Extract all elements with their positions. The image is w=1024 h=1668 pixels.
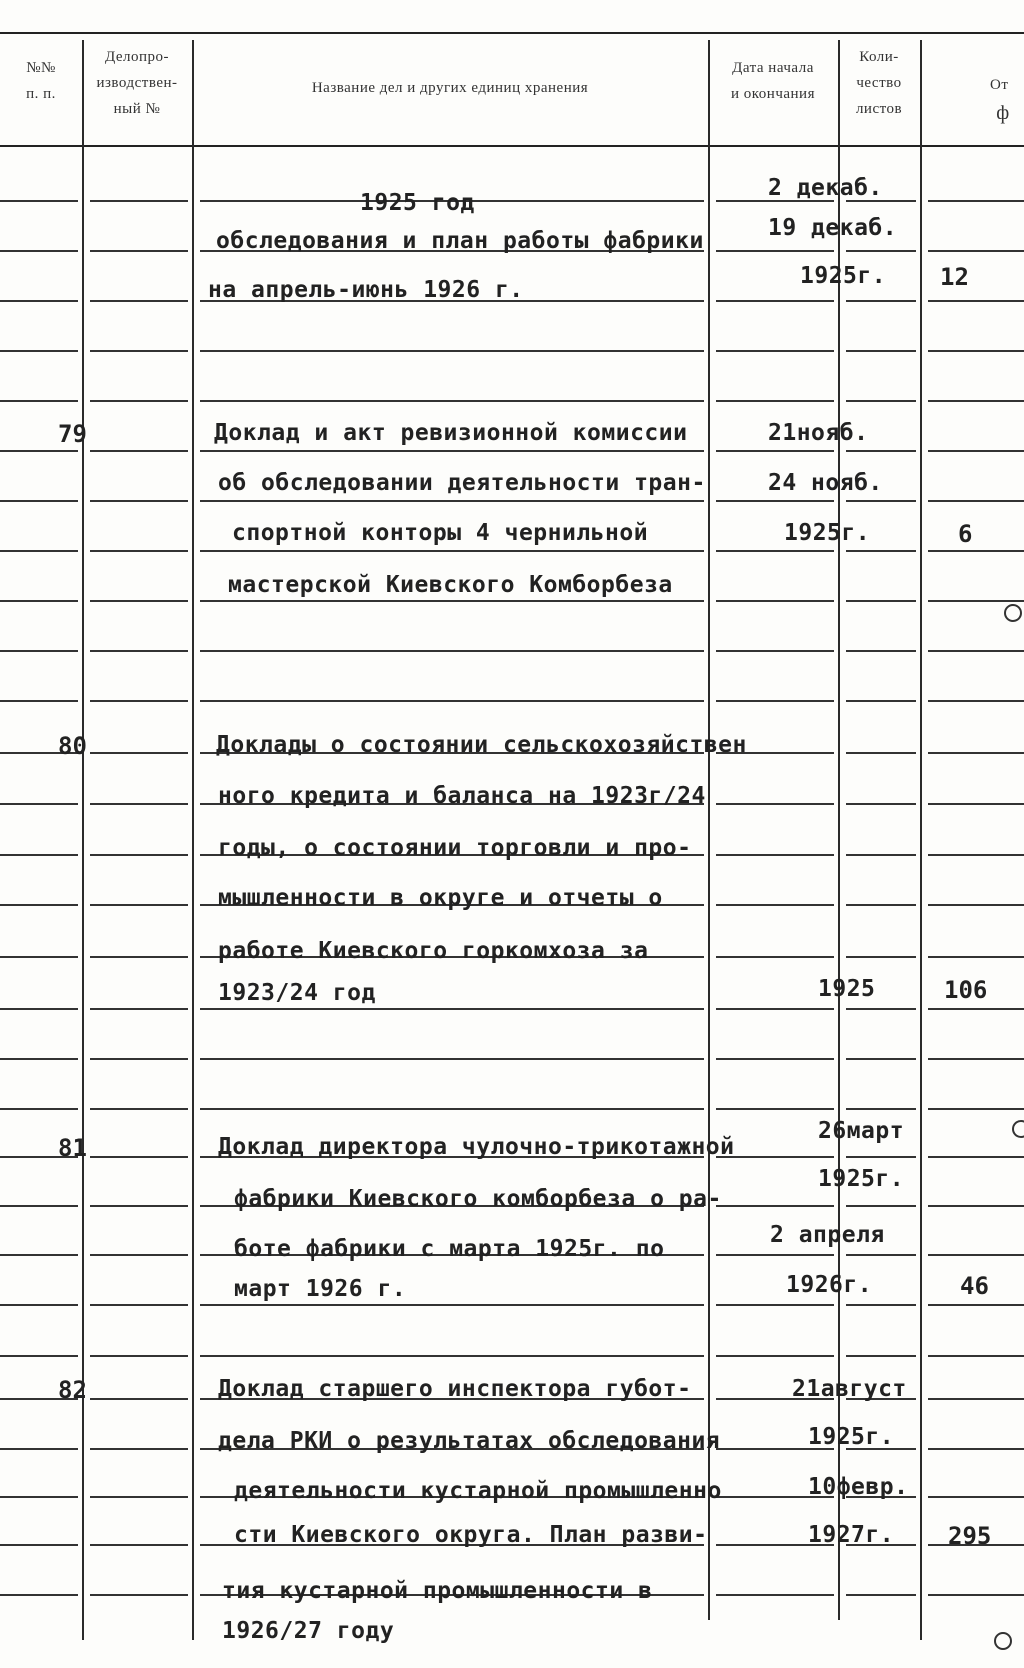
ruled-line — [200, 400, 704, 402]
ruled-line — [928, 600, 1024, 602]
ruled-line — [846, 650, 916, 652]
ruled-line — [716, 250, 834, 252]
ruled-line — [0, 450, 78, 452]
ruled-line — [0, 400, 78, 402]
entry-title-line: спортной конторы 4 чернильной — [232, 520, 649, 546]
column-divider — [708, 40, 710, 1620]
entry-date: 1925г. — [800, 263, 887, 289]
ruled-line — [846, 1108, 916, 1110]
ruled-line — [846, 1058, 916, 1060]
ruled-line — [0, 904, 78, 906]
ruled-line — [928, 1254, 1024, 1256]
entry-title-line: об обследовании деятельности тран- — [218, 470, 706, 496]
ruled-line — [0, 500, 78, 502]
ruled-line — [0, 300, 78, 302]
entry-date: 10февр. — [808, 1474, 909, 1500]
table-top-border — [0, 32, 1024, 34]
header-notes-symbol: ф — [996, 102, 1010, 124]
ruled-line — [0, 700, 78, 702]
ruled-line — [928, 752, 1024, 754]
ruled-line — [928, 200, 1024, 202]
header-col-office-number — [82, 44, 192, 122]
ruled-line — [200, 700, 704, 702]
ruled-line — [716, 1108, 834, 1110]
header-col-number — [0, 55, 82, 107]
entry-title-line: март 1926 г. — [234, 1276, 407, 1302]
header-text: От — [990, 77, 1009, 93]
ruled-line — [90, 550, 188, 552]
ruled-line — [90, 450, 188, 452]
ruled-line — [846, 1355, 916, 1357]
ruled-line — [0, 1544, 78, 1546]
entry-title-line: Доклады о состоянии сельскохозяйствен — [216, 732, 747, 758]
ruled-line — [846, 350, 916, 352]
ruled-line — [846, 500, 916, 502]
ruled-line — [846, 1156, 916, 1158]
column-divider — [192, 40, 194, 1640]
ruled-line — [716, 700, 834, 702]
header-text: изводствен- — [96, 75, 178, 91]
entry-sheets: 295 — [948, 1522, 992, 1550]
ruled-line — [928, 650, 1024, 652]
entry-date: 1926г. — [786, 1272, 873, 1298]
ruled-line — [928, 1398, 1024, 1400]
ruled-line — [846, 550, 916, 552]
column-divider — [920, 40, 922, 1640]
entry-number: 80 — [58, 732, 87, 760]
entry-title-line: годы, о состоянии торговли и про- — [218, 835, 692, 861]
ruled-line — [928, 400, 1024, 402]
ruled-line — [90, 1205, 188, 1207]
ruled-line — [846, 250, 916, 252]
ruled-line — [90, 904, 188, 906]
ruled-line — [90, 803, 188, 805]
ruled-line — [716, 1304, 834, 1306]
ruled-line — [846, 400, 916, 402]
entry-date: 1925 — [818, 976, 876, 1002]
ruled-line — [0, 803, 78, 805]
ruled-line — [90, 1304, 188, 1306]
entry-date: 1925г. — [784, 520, 871, 546]
ruled-line — [90, 350, 188, 352]
ruled-line — [0, 1008, 78, 1010]
header-col-title — [192, 75, 708, 101]
entry-title-line: 1926/27 году — [222, 1618, 395, 1644]
ruled-line — [846, 1205, 916, 1207]
ruled-line — [716, 500, 834, 502]
entry-title-line: деятельности кустарной промышленно — [234, 1478, 722, 1504]
entry-date: 21август — [792, 1376, 907, 1402]
ruled-line — [928, 803, 1024, 805]
ruled-line — [0, 1496, 78, 1498]
header-text: листов — [855, 101, 903, 117]
entry-title-line: 1923/24 год — [218, 980, 376, 1006]
ruled-line — [846, 1008, 916, 1010]
punch-hole-mark — [1012, 1120, 1024, 1138]
entry-title-line: сти Киевского округа. План разви- — [234, 1522, 708, 1548]
ruled-line — [846, 1304, 916, 1306]
ruled-line — [90, 300, 188, 302]
entry-title-line: дела РКИ о результатах обследования — [218, 1428, 721, 1454]
ruled-line — [90, 600, 188, 602]
ruled-line — [90, 500, 188, 502]
entry-sheets: 6 — [958, 520, 973, 548]
ruled-line — [0, 1594, 78, 1596]
ruled-line — [928, 956, 1024, 958]
ruled-line — [200, 1058, 704, 1060]
ruled-line — [846, 1254, 916, 1256]
entry-sheets: 46 — [960, 1272, 989, 1300]
entry-title-line: мышленности в округе и отчеты о — [218, 885, 663, 911]
entry-date: 21нояб. — [768, 420, 869, 446]
ruled-line — [716, 904, 834, 906]
ruled-line — [90, 1058, 188, 1060]
ruled-line — [846, 854, 916, 856]
ruled-line — [716, 854, 834, 856]
ruled-line — [716, 600, 834, 602]
entry-date: 1927г. — [808, 1522, 895, 1548]
entry-title-line: 1925 год — [360, 190, 475, 216]
header-text: №№ — [26, 60, 56, 76]
ruled-line — [90, 1448, 188, 1450]
ruled-line — [928, 300, 1024, 302]
header-text: и окончания — [731, 86, 815, 102]
ruled-line — [0, 350, 78, 352]
ruled-line — [200, 600, 704, 602]
entry-title-line: боте фабрики с марта 1925г. по — [234, 1236, 665, 1262]
ruled-line — [716, 450, 834, 452]
ruled-line — [0, 650, 78, 652]
punch-hole-mark — [994, 1632, 1012, 1650]
header-text: ный № — [113, 101, 161, 117]
ruled-line — [928, 1496, 1024, 1498]
ruled-line — [928, 1304, 1024, 1306]
ruled-line — [928, 450, 1024, 452]
entry-title-line: тия кустарной промышленности в — [222, 1578, 653, 1604]
entry-sheets: 12 — [940, 263, 969, 291]
entry-title-line: Доклад и акт ревизионной комиссии — [214, 420, 688, 446]
ruled-line — [846, 904, 916, 906]
ruled-line — [0, 1058, 78, 1060]
ruled-line — [90, 854, 188, 856]
entry-date: 2 декаб. — [768, 175, 883, 201]
entry-title-line: мастерской Киевского Комборбеза — [228, 572, 673, 598]
entry-title-line: работе Киевского горкомхоза за — [218, 938, 649, 964]
ruled-line — [716, 550, 834, 552]
entry-title-line: на апрель-июнь 1926 г. — [208, 277, 524, 303]
entry-date: 1925г. — [818, 1166, 905, 1192]
ruled-line — [200, 1008, 704, 1010]
ruled-line — [200, 500, 704, 502]
ruled-line — [716, 350, 834, 352]
ruled-line — [716, 1254, 834, 1256]
ruled-line — [90, 650, 188, 652]
entry-number: 81 — [58, 1134, 87, 1162]
ruled-line — [200, 1304, 704, 1306]
entry-title-line: обследования и план работы фабрики — [216, 228, 704, 254]
header-text: Дата начала — [732, 60, 814, 76]
ruled-line — [90, 200, 188, 202]
ruled-line — [0, 1304, 78, 1306]
ruled-line — [0, 1355, 78, 1357]
entry-number: 79 — [58, 420, 87, 448]
ruled-line — [90, 1544, 188, 1546]
ruled-line — [716, 1594, 834, 1596]
entry-title-line: ного кредита и баланса на 1923г/24 — [218, 783, 706, 809]
ruled-line — [0, 1448, 78, 1450]
ruled-line — [846, 600, 916, 602]
ruled-line — [928, 250, 1024, 252]
ruled-line — [928, 350, 1024, 352]
header-bottom-border — [0, 145, 1024, 147]
punch-hole-mark — [1004, 604, 1022, 622]
ruled-line — [846, 450, 916, 452]
entry-date: 26март — [818, 1118, 905, 1144]
ruled-line — [90, 1594, 188, 1596]
ruled-line — [200, 1108, 704, 1110]
ruled-line — [928, 1594, 1024, 1596]
ruled-line — [200, 650, 704, 652]
ruled-line — [200, 550, 704, 552]
ruled-line — [90, 700, 188, 702]
ruled-line — [0, 1108, 78, 1110]
ruled-line — [0, 550, 78, 552]
ruled-line — [90, 1156, 188, 1158]
ruled-line — [716, 300, 834, 302]
ruled-line — [716, 650, 834, 652]
ruled-line — [90, 956, 188, 958]
entry-date: 24 нояб. — [768, 470, 883, 496]
ruled-line — [846, 300, 916, 302]
ruled-line — [90, 1108, 188, 1110]
ruled-line — [928, 1355, 1024, 1357]
ruled-line — [716, 803, 834, 805]
ruled-line — [846, 752, 916, 754]
ruled-line — [928, 854, 1024, 856]
ruled-line — [0, 854, 78, 856]
ruled-line — [846, 803, 916, 805]
header-col-sheets — [838, 44, 920, 122]
ruled-line — [200, 1355, 704, 1357]
ruled-line — [928, 1008, 1024, 1010]
entry-date: 2 апреля — [770, 1222, 885, 1248]
ruled-line — [90, 250, 188, 252]
entry-date: 1925г. — [808, 1424, 895, 1450]
entry-number: 82 — [58, 1376, 87, 1404]
ruled-line — [90, 1008, 188, 1010]
ruled-line — [846, 1594, 916, 1596]
header-text: Делопро- — [104, 49, 170, 65]
ruled-line — [928, 1448, 1024, 1450]
ruled-line — [0, 200, 78, 202]
ruled-line — [0, 1254, 78, 1256]
ruled-line — [200, 450, 704, 452]
header-text: Коли- — [859, 49, 899, 65]
ruled-line — [716, 1058, 834, 1060]
header-col-dates — [708, 55, 838, 107]
ruled-line — [90, 1398, 188, 1400]
ruled-line — [716, 1008, 834, 1010]
ruled-line — [928, 550, 1024, 552]
ruled-line — [928, 904, 1024, 906]
ruled-line — [0, 956, 78, 958]
ruled-line — [716, 1205, 834, 1207]
ruled-line — [90, 400, 188, 402]
entry-title-line: Доклад старшего инспектора губот- — [218, 1376, 692, 1402]
ruled-line — [0, 1205, 78, 1207]
header-col-notes — [990, 72, 1024, 98]
ruled-line — [90, 1496, 188, 1498]
entry-title-line: фабрики Киевского комборбеза о ра- — [234, 1186, 722, 1212]
ruled-line — [90, 1254, 188, 1256]
ruled-line — [928, 1205, 1024, 1207]
ruled-line — [200, 350, 704, 352]
ruled-line — [928, 1156, 1024, 1158]
ruled-line — [928, 1108, 1024, 1110]
ruled-line — [0, 250, 78, 252]
ruled-line — [716, 1355, 834, 1357]
header-text: п. п. — [26, 86, 56, 102]
ruled-line — [846, 700, 916, 702]
entry-title-line: Доклад директора чулочно-трикотажной — [218, 1134, 735, 1160]
ruled-line — [846, 956, 916, 958]
entry-date: 19 декаб. — [768, 215, 898, 241]
ruled-line — [90, 1355, 188, 1357]
entry-sheets: 106 — [944, 976, 988, 1004]
ruled-line — [928, 1058, 1024, 1060]
header-text: чество — [856, 75, 902, 91]
ruled-line — [0, 600, 78, 602]
header-text: Название дел и других единиц хранения — [311, 80, 589, 96]
ruled-line — [928, 500, 1024, 502]
ruled-line — [90, 752, 188, 754]
ruled-line — [928, 700, 1024, 702]
ruled-line — [716, 400, 834, 402]
ruled-line — [716, 956, 834, 958]
